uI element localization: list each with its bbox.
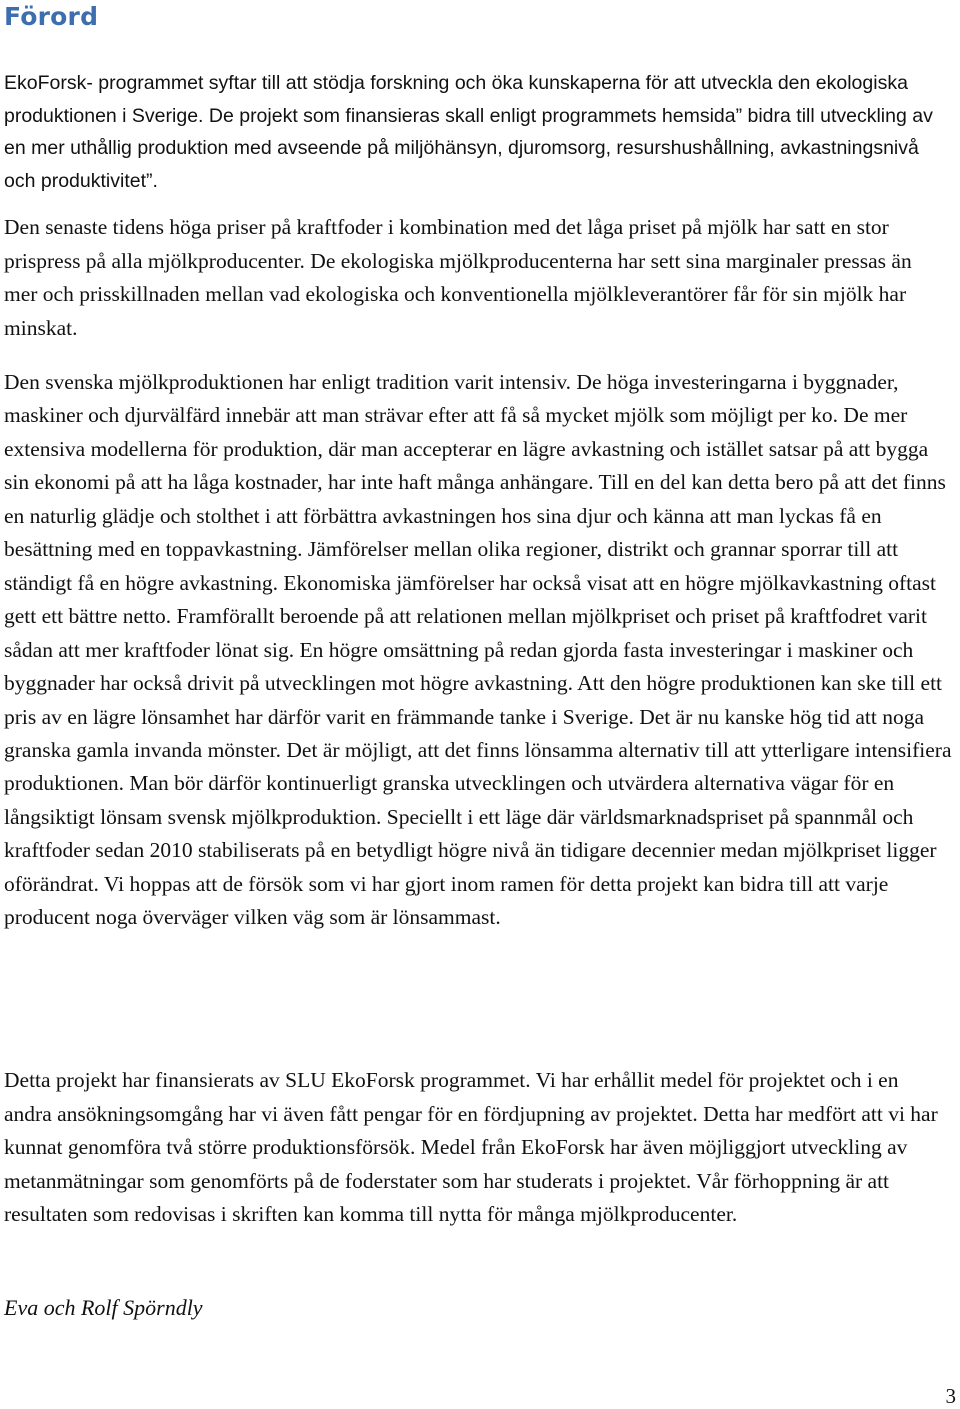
tradition-paragraph: Den svenska mjölkproduktionen har enligt tradition varit intensiv. De höga investeringarna i byggnader, maskiner och djurvälfärd innebär att man strävar efter att få så mycket mjölk som möjligt per ko. De mer extensiva modellerna för produktion, där man accepterar en lägre avkastning och istället satsar på att bygga sin ekonomi på att ha låga kostnader, har inte haft många anhängare. Till en del kan detta bero på att det finns en naturlig glädje och stolthet i att förbättra avkastningen hos sina djur och känna att man lyckas få en besättning med en toppavkastning. Jämförelser mellan olika regioner, distrikt och grannar sporrar till att ständigt få en högre avkastning. Ekonomiska jämförelser har också visat att en högre mjölkavkastning oftast gett ett bättre netto. Framförallt beroende på att relationen mellan mjölkpriset och priset på kraftfodret varit sådan att mer kraftfoder lönat sig. En högre omsättning på redan gjorda fasta investeringar i maskiner och byggnader har också drivit på utvecklingen mot högre avkastning. Att den högre produktionen kan ske till ett pris av en lägre lönsamhet har därför varit en främmande tanke i Sverige. Det är nu kanske hög tid att noga granska gamla invanda mönster. Det är möjligt, att det finns lönsamma alternativ till att ytterligare intensifiera produktionen. Man bör därför kontinuerligt granska utvecklingen och utvärdera alternativa vägar för en långsiktigt lönsam svensk mjölkproduktion. Speciellt i ett läge där världsmarknadspriset på spannmål och kraftfoder sedan 2010 stabiliserats på en betydligt högre nivå än tidigare decennier medan mjölkpriset ligger oförändrat. Vi hoppas att de försök som vi har gjort inom ramen för detta projekt kan bidra till att varje producent noga överväger vilken väg som är lönsammast. — [4, 370, 952, 930]
intro-paragraph: EkoForsk- programmet syftar till att stödja forskning och öka kunskaperna för att utveckla den ekologiska produktionen i Sverige. De projekt som finansieras skall enligt programmets hemsida” bidra till utveckling av en mer uthållig produktion med avseende på miljöhänsyn, djuromsorg, resurshushållning, avkastningsnivå och produktivitet”. — [4, 72, 933, 193]
author-signature: Eva och Rolf Spörndly — [4, 1295, 203, 1320]
funding-paragraph: Detta projekt har finansierats av SLU EkoForsk programmet. Vi har erhållit medel för projektet och i en andra ansökningsomgång har vi även fått pengar för en fördjupning av projektet. Detta har medfört att vi har kunnat genomföra två större produktionsförsök. Medel från EkoForsk har även möjliggjort utveckling av metanmätningar som genomförts på de foderstater som har studerats i projektet. Vår förhoppning är att resultaten som redovisas i skriften kan komma till nytta för många mjölkproducenter. — [4, 1068, 938, 1227]
prices-paragraph: Den senaste tidens höga priser på kraftfoder i kombination med det låga priset på mjölk har satt en stor prispress på alla mjölkproducenter. De ekologiska mjölkproducenterna har sett sina marginaler pressas än mer och prisskillnaden mellan vad ekologiska och konventionella mjölkleverantörer får för sin mjölk har minskat. — [4, 215, 912, 340]
section-heading: Förord — [4, 2, 99, 31]
page-number: 3 — [945, 1384, 956, 1408]
